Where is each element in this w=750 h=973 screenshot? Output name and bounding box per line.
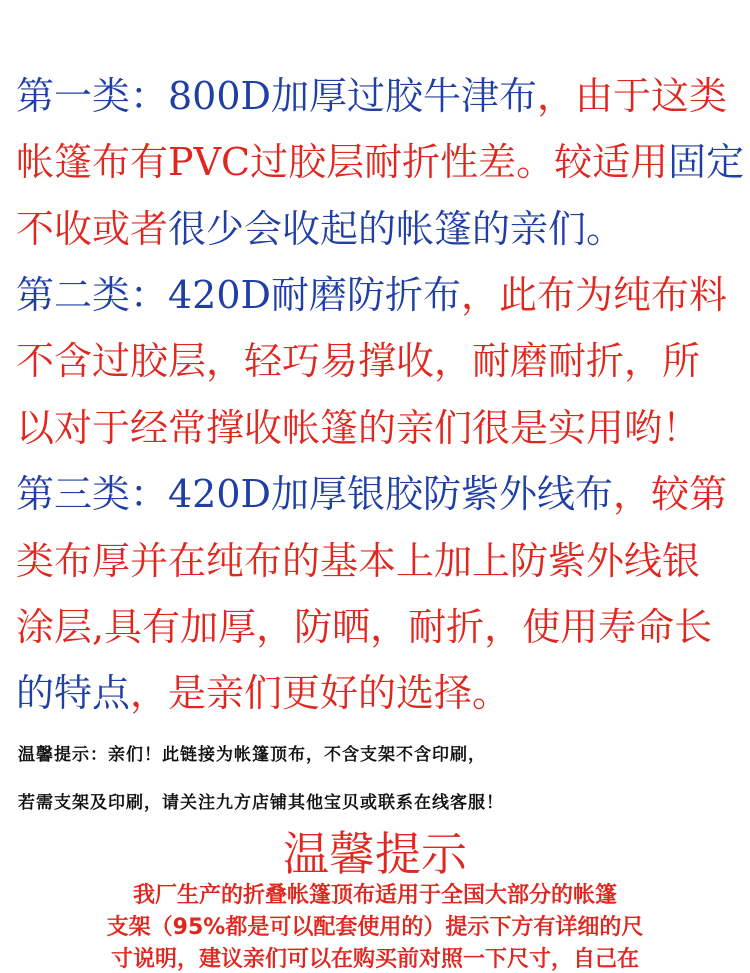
tips-line-3: 寸说明，建议亲们可以在购买前对照一下尺寸，自己在 [110, 947, 639, 972]
category-2-line-3 [16, 398, 736, 458]
category-1-desc: ，由于这类 [537, 74, 728, 118]
category-3-desc-2: 类布厚并在纯布的基本上加上防紫外线银 [16, 539, 701, 583]
category-3-line-1 [16, 464, 736, 524]
notice-line-2: 若需支架及印刷，请关注九方店铺其他宝贝或联系在线客服！ [18, 793, 504, 813]
category-1-desc-2-blue: 固定 [668, 140, 745, 184]
category-1-title: 第一类：800D加厚过胶牛津布 [16, 74, 537, 118]
category-2-line-2 [16, 331, 736, 391]
category-2-desc-2: 不含过胶层，轻巧易撑收，耐磨耐折，所 [16, 339, 701, 383]
category-1-line-1 [16, 66, 736, 126]
category-2-title: 第二类：420D耐磨防折布 [16, 273, 461, 317]
category-2-desc-3: 以对于经常撑收帐篷的亲们很是实用哟！ [16, 406, 701, 450]
category-1-desc-3-blue: 很少会收起的帐篷的亲们。 [168, 207, 625, 251]
category-3-desc-4-blue: 的特点 [16, 671, 131, 715]
category-3-title: 第三类：420D加厚银胶防紫外线布 [16, 472, 613, 516]
category-3-desc-4: ，是亲们更好的选择。 [130, 671, 511, 715]
category-3-desc-3: 涂层,具有加厚，防晒，耐折，使用寿命长 [16, 605, 713, 649]
category-1-line-3 [16, 199, 736, 259]
notice-line-1: 温馨提示：亲们！此链接为帐篷顶布，不含支架不含印刷， [18, 745, 486, 765]
category-2-line-1 [16, 265, 736, 325]
category-3-line-3 [16, 597, 736, 657]
category-1-desc-3: 不收或者 [16, 207, 169, 251]
category-1-line-2 [16, 132, 745, 192]
category-3-desc: ，较第 [613, 472, 728, 516]
tips-line-2: 支架（95%都是可以配套使用的）提示下方有详细的尺 [106, 915, 644, 940]
tips-heading: 温馨提示 [283, 827, 467, 881]
tips-line-1: 我厂生产的折叠帐篷顶布适用于全国大部分的帐篷 [132, 883, 617, 908]
category-3-line-2 [16, 531, 736, 591]
category-3-line-4 [16, 663, 736, 723]
category-1-desc-2: 帐篷布有PVC过胶层耐折性差。较适用 [16, 140, 669, 184]
category-2-desc: ，此布为纯布料 [461, 273, 728, 317]
